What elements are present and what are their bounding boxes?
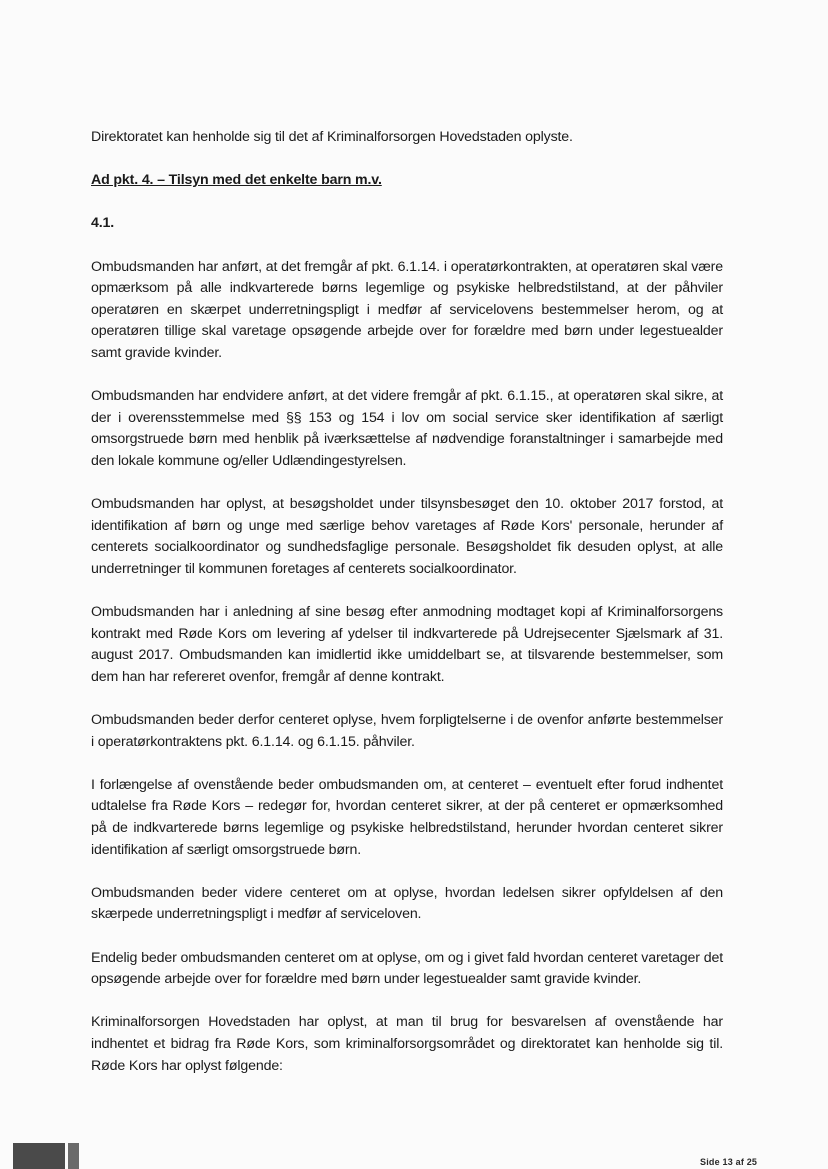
body-paragraph: Ombudsmanden har endvidere anført, at det videre fremgår af pkt. 6.1.15., at operatøren skal sikre, at der i overensstemmelse med §§ 153 og 154 i lov om social service sker identifikation af særligt omsorgstruede børn med henblik på iværksættelse af nødvendige foranstaltninger i samarbejde med den lokale kommune og/eller Udlændingestyrelsen. <box>91 388 723 469</box>
body-paragraph: I forlængelse af ovenstående beder ombudsmanden om, at centeret – eventuelt efter forud indhentet udtalelse fra Røde Kors – redegør for, hvordan centeret sikrer, at der på centeret er opmærksomhed på de indkvarterede børns legemlige og psykiske helbredstilstand, herunder hvordan centeret sikrer identifikation af særligt omsorgstruede børn. <box>91 776 723 858</box>
body-paragraph: Ombudsmanden beder videre centeret om at oplyse, hvordan ledelsen sikrer opfyldelsen af den skærpede underretningspligt i medfør af serviceloven. <box>91 884 723 923</box>
page-number: Side 13 af 25 <box>700 1157 758 1167</box>
section-number: 4.1. <box>91 215 115 232</box>
body-paragraph: Ombudsmanden har i anledning af sine besøg efter anmodning modtaget kopi af Kriminalforsorgens kontrakt med Røde Kors om levering af ydelser til indkvarterede på Udrejsecenter Sjælsmark af 31. august 2017. Ombudsmanden kan imidlertid ikke umiddelbart se, at tilsvarende bestemmelser, som dem han har refereret ovenfor, fremgår af denne kontrakt. <box>91 604 723 685</box>
section-heading: Ad pkt. 4. – Tilsyn med det enkelte barn m.v. <box>91 172 382 189</box>
document-body <box>91 127 723 1099</box>
body-paragraph: Kriminalforsorgen Hovedstaden har oplyst, at man til brug for besvarelsen af ovenstående har indhentet et bidrag fra Røde Kors, som kriminalforsorgsområdet og direktoratet kan henholde sig til. Røde Kors har oplyst følgende: <box>91 1014 723 1074</box>
footer-logo-bar-small <box>68 1143 79 1169</box>
footer-logo-bar <box>13 1143 65 1169</box>
body-paragraph: Ombudsmanden har anført, at det fremgår af pkt. 6.1.14. i operatørkontrakten, at operatøren skal være opmærksom på alle indkvarterede børns legemlige og psykiske helbredstilstand, at der påhviler operatøren en skærpet underretningspligt i medfør af servicelovens bestemmelser herom, og at operatøren tillige skal varetage opsøgende arbejde over for forældre med børn under legestuealder samt gravide kvinder. <box>91 258 723 361</box>
body-paragraph: Ombudsmanden beder derfor centeret oplyse, hvem forpligtelserne i de ovenfor anførte bestemmelser i operatørkontraktens pkt. 6.1.14. og 6.1.15. påhviler. <box>91 712 723 750</box>
body-paragraph: Ombudsmanden har oplyst, at besøgsholdet under tilsynsbesøget den 10. oktober 2017 forstod, at identifikation af børn og unge med særlige behov varetages af Røde Kors' personale, herunder af centerets socialkoordinator og sundhedsfaglige personale. Besøgsholdet fik desuden oplyst, at alle underretninger til kommunen foretages af centerets socialkoordinator. <box>91 496 723 577</box>
intro-paragraph: Direktoratet kan henholde sig til det af Kriminalforsorgen Hovedstaden oplyste. <box>91 129 573 145</box>
body-paragraph: Endelig beder ombudsmanden centeret om at oplyse, om og i givet fald hvordan centeret varetager det opsøgende arbejde over for forældre med børn under legestuealder samt gravide kvinder. <box>91 949 723 988</box>
